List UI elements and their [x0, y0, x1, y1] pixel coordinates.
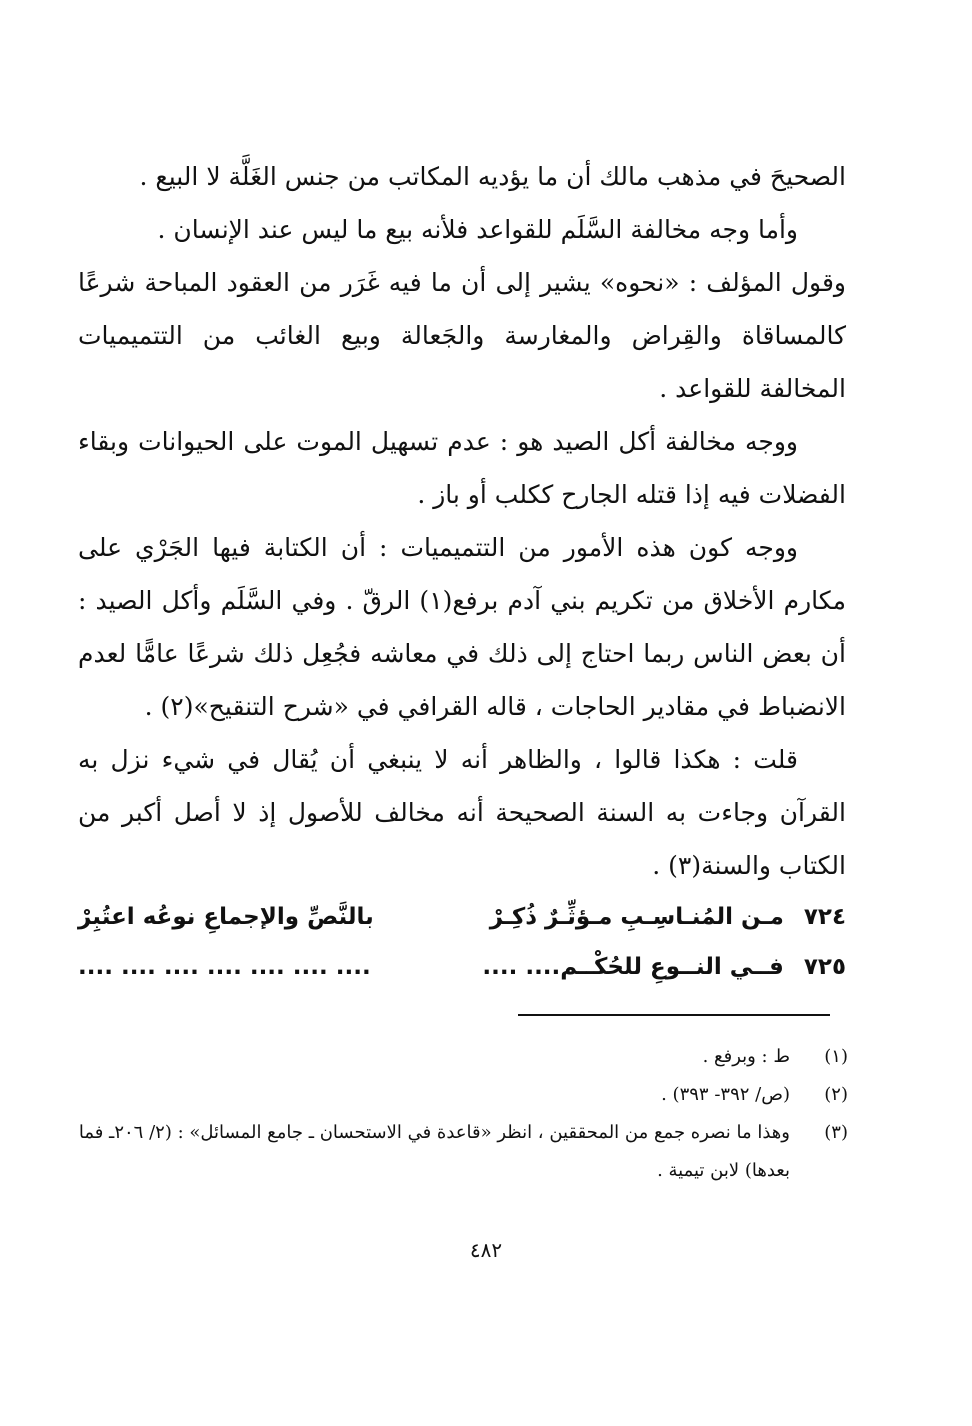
paragraph-1: الصحيحَ في مذهب مالك أن ما يؤديه المكاتب من جنس الغَلَّة لا البيع . [139, 162, 846, 191]
footnote-text: ط : وبرفع . [702, 1046, 790, 1067]
footnote-divider [518, 1014, 830, 1016]
verse-first-hemistich: مـن المُنـاسِـبِ مـؤثِّـرٌ ذُكِـرْ [489, 904, 784, 930]
footnote-text: (ص/ ٣٩٢- ٣٩٣) . [661, 1084, 790, 1105]
paragraph-5: ووجه كون هذه الأمور من التتميميات : أن الكتابة فيها الجَرْي على مكارم الأخلاق من تكريم بني آدم برفع(١) الرقّ . وفي السَّلَم وأكل الصيد : أن بعض الناس ربما احتاج إلى ذلك في معاشه فجُعِل ذلك شرعًا عامًّا لعدم الانضباط في مقادير الحاجات ، قاله القرافي في «شرح التنقيح»(٢) . [78, 533, 846, 721]
footnote-1 [78, 1038, 848, 1076]
footnote-number: (٢) [824, 1084, 848, 1105]
main-text [78, 150, 846, 992]
paragraph-6: قلت : هكذا قالوا ، والظاهر أنه لا ينبغي أن يُقال في شيء نزل به القرآن وجاءت به السنة الصحيحة أنه مخالف للأصول إذ لا أصل أكبر من الكتاب والسنة(٣) . [78, 745, 846, 880]
footnote-number: (١) [824, 1046, 848, 1067]
footnote-3 [78, 1114, 848, 1190]
footnotes [78, 1038, 848, 1190]
verse-first-hemistich: فــي النــوعِ للحُكْــم.... .... [482, 954, 784, 980]
verse-second-hemistich: بالنَّصِّ والإجماعِ نوعُه اعتُبِرْ [78, 904, 374, 930]
footnote-number: (٣) [824, 1122, 848, 1143]
verse-725 [78, 942, 846, 992]
paragraph-4: ووجه مخالفة أكل الصيد هو : عدم تسهيل الموت على الحيوانات وبقاء الفضلات فيه إذا قتله الجارح ككلب أو باز . [78, 427, 846, 509]
verse-second-hemistich: .... .... .... .... .... .... .... [78, 954, 371, 980]
verse-number: ٧٢٥ [803, 954, 846, 980]
footnote-2 [78, 1076, 848, 1114]
paragraph-3: وقول المؤلف : «نحوه» يشير إلى أن ما فيه غَرَر من العقود المباحة شرعًا كالمساقاة والقِراض والمغارسة والجَعالة وبيع الغائب من التتميميات المخالفة للقواعد . [78, 268, 846, 403]
verse-number: ٧٢٤ [803, 904, 846, 930]
paragraph-2: وأما وجه مخالفة السَّلَم للقواعد فلأنه بيع ما ليس عند الإنسان . [157, 215, 798, 244]
verse-724 [78, 892, 846, 942]
page-number: ٤٨٢ [469, 1238, 503, 1262]
footnote-text: وهذا ما نصره جمع من المحققين ، انظر «قاعدة في الاستحسان ـ جامع المسائل» : (٢/ ٢٠٦ـ فما بعدها) لابن تيمية . [78, 1122, 790, 1181]
